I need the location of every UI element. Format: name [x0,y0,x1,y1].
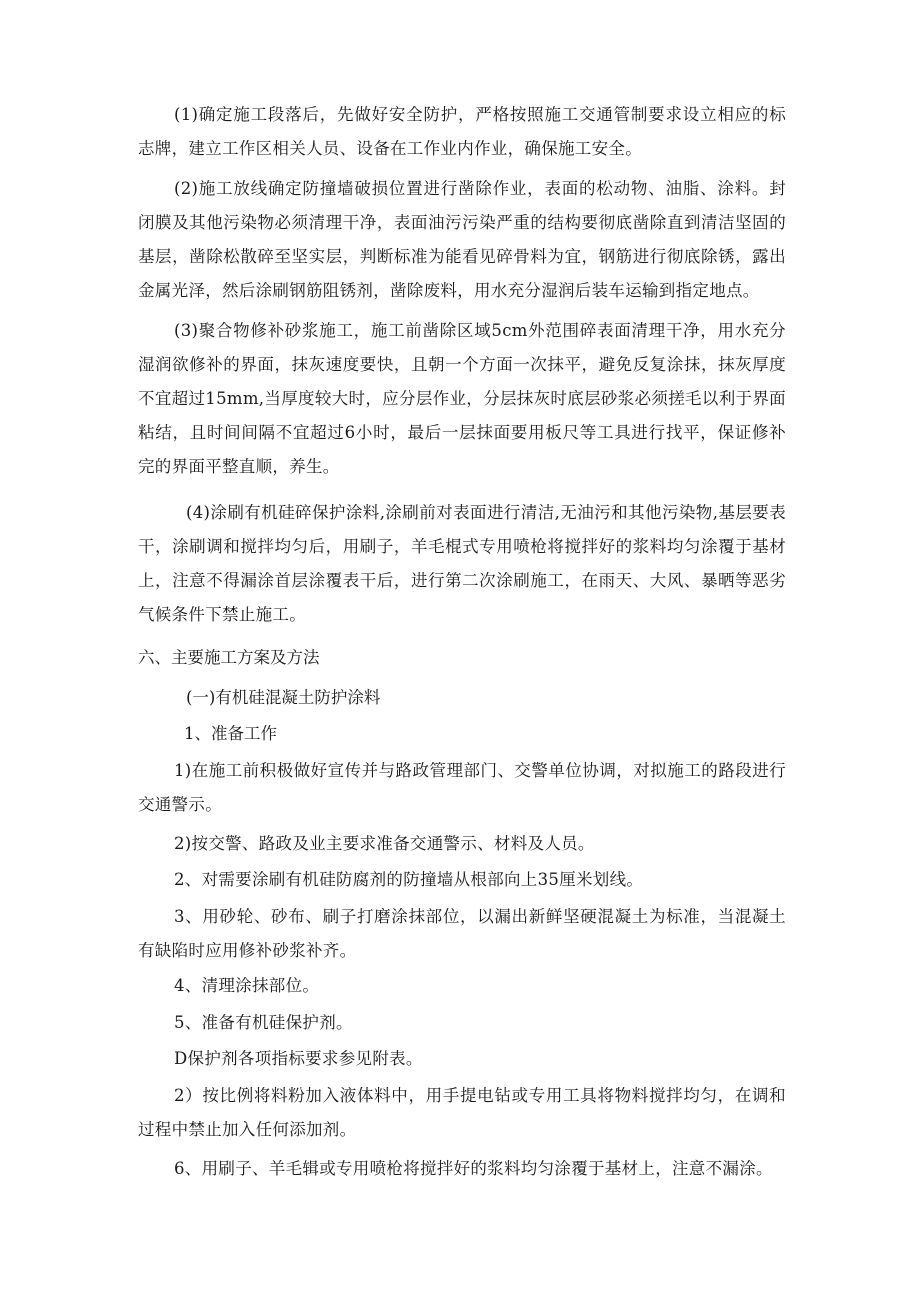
item-7: D保护剂各项指标要求参见附表。 [174,1049,423,1068]
paragraph-4: (4)涂刷有机硅碎保护涂料,涂刷前对表面进行清洁,无油污和其他污染物,基层要表干，涂刷调和搅拌均匀后，用刷子，羊毛棍式专用喷枪将搅拌好的浆料均匀涂覆于基材上，注意不得漏涂首层涂覆表干后，进行第二次涂刷施工，在雨天、大风、暴晒等恶劣气候条件下禁止施工。 [138,503,786,624]
section-heading: 六、主要施工方案及方法 [138,648,320,667]
item-8: 2）按比例将料粉加入液体料中，用手提电钻或专用工具将物料搅拌均匀，在调和过程中禁止加入任何添加剂。 [138,1086,786,1139]
item-9: 6、用刷子、羊毛辑或专用喷枪将搅拌好的浆料均匀涂覆于基材上，注意不漏涂。 [174,1159,773,1178]
step-1-heading: 1、准备工作 [184,724,277,743]
item-5: 4、清理涂抹部位。 [174,976,320,995]
item-3: 2、对需要涂刷有机硅防腐剂的防撞墙从根部向上35厘米划线。 [174,870,644,889]
subsection-heading: (一)有机硅混凝土防护涂料 [186,688,381,707]
item-2: 2)按交警、路政及业主要求准备交通警示、材料及人员。 [174,834,595,853]
paragraph-3: (3)聚合物修补砂浆施工，施工前凿除区域5cm外范围碎表面清理干净，用水充分湿润欲修补的界面，抹灰速度要快，且朝一个方面一次抹平，避免反复涂抹，抹灰厚度不宜超过15mm,当厚度较大时，应分层作业，分层抹灰时底层砂浆必须搓毛以利于界面粘结，且时间间隔不宜超过6小时，最后一层抹面要用板尺等工具进行找平，保证修补完的界面平整直顺，养生。 [138,321,786,476]
item-4: 3、用砂轮、砂布、刷子打磨涂抹部位，以漏出新鲜坚硬混凝土为标准，当混凝土有缺陷时应用修补砂浆补齐。 [138,907,786,960]
paragraph-2: (2)施工放线确定防撞墙破损位置进行凿除作业，表面的松动物、油脂、涂料。封闭膜及其他污染物必须清理干净，表面油污污染严重的结构要彻底凿除直到清洁坚固的基层，凿除松散碎至坚实层，判断标准为能看见碎骨料为宜，钢筋进行彻底除锈，露出金属光泽，然后涂刷钢筋阻锈剂，凿除废料，用水充分湿润后装车运输到指定地点。 [138,179,786,300]
item-6: 5、准备有机硅保护剂。 [174,1013,353,1032]
paragraph-1: (1)确定施工段落后，先做好安全防护，严格按照施工交通管制要求设立相应的标志牌，建立工作区相关人员、设备在工作业内作业，确保施工安全。 [138,105,786,158]
item-1: 1)在施工前积极做好宣传并与路政管理部门、交警单位协调，对拟施工的路段进行交通警示。 [138,761,786,814]
